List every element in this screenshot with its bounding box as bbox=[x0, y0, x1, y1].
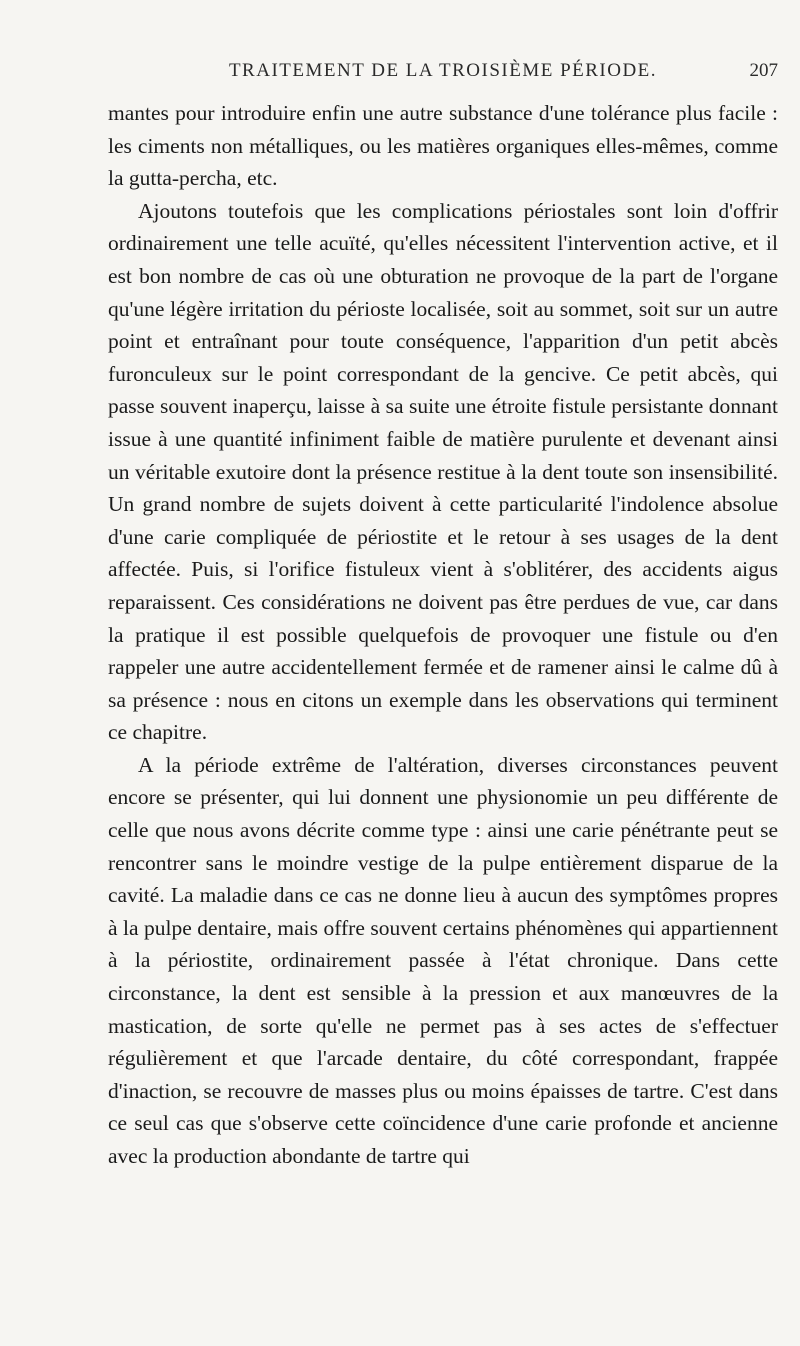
paragraph: mantes pour introduire enfin une autre substance d'une tolérance plus facile : les ciments non métalliques, ou les matières organiques elles-mêmes, comme la gutta-percha, etc. bbox=[108, 101, 778, 191]
paragraph: Ajoutons toutefois que les complications périostales sont loin d'offrir ordinairement une telle acuïté, qu'elles nécessitent l'intervention active, et il est bon nombre de cas où une obturation ne provoque de la part de l'organe qu'une légère irritation du périoste localisée, soit au sommet, soit sur un autre point et entraînant pour toute conséquence, l'apparition d'un petit abcès furonculeux sur le point correspondant de la gencive. Ce petit abcès, qui passe souvent inaperçu, laisse à sa suite une étroite fistule persistante donnant issue à une quantité infiniment faible de matière purulente et devenant ainsi un véritable exutoire dont la présence restitue à la dent toute son insensibilité. Un grand nombre de sujets doivent à cette particularité l'indolence absolue d'une carie compliquée de périostite et le retour à ses usages de la dent affectée. Puis, si l'orifice fistuleux vient à s'oblitérer, des accidents aigus reparaissent. Ces considérations ne doivent pas être perdues de vue, car dans la pratique il est possible quelquefois de provoquer une fistule ou d'en rappeler une autre accidentellement fermée et de ramener ainsi le calme dû à sa présence : nous en citons un exemple dans les observations qui terminent ce chapitre. bbox=[108, 198, 778, 745]
running-header bbox=[108, 60, 778, 88]
running-title: TRAITEMENT DE LA TROISIÈME PÉRIODE. bbox=[228, 60, 658, 81]
paragraph: A la période extrême de l'altération, diverses circonstances peuvent encore se présenter, qui lui donnent une physionomie un peu différente de celle que nous avons décrite comme type : ainsi une carie pénétrante peut se rencontrer sans le moindre vestige de la pulpe entièrement disparue de la cavité. La maladie dans ce cas ne donne lieu à aucun des symptômes propres à la pulpe dentaire, mais offre souvent certains phénomènes qui appartiennent à la périostite, ordinairement passée à l'état chronique. Dans cette circonstance, la dent est sensible à la pression et aux manœuvres de la mastication, de sorte qu'elle ne permet pas à ses actes de s'effectuer régulièrement et que l'arcade dentaire, du côté correspondant, frappée d'inaction, se recouvre de masses plus ou moins épaisses de tartre. C'est dans ce seul cas que s'observe cette coïncidence d'une carie profonde et ancienne avec la production abondante de tartre qui bbox=[108, 752, 778, 1168]
page-number: 207 bbox=[749, 60, 778, 81]
body-text bbox=[108, 97, 778, 1173]
